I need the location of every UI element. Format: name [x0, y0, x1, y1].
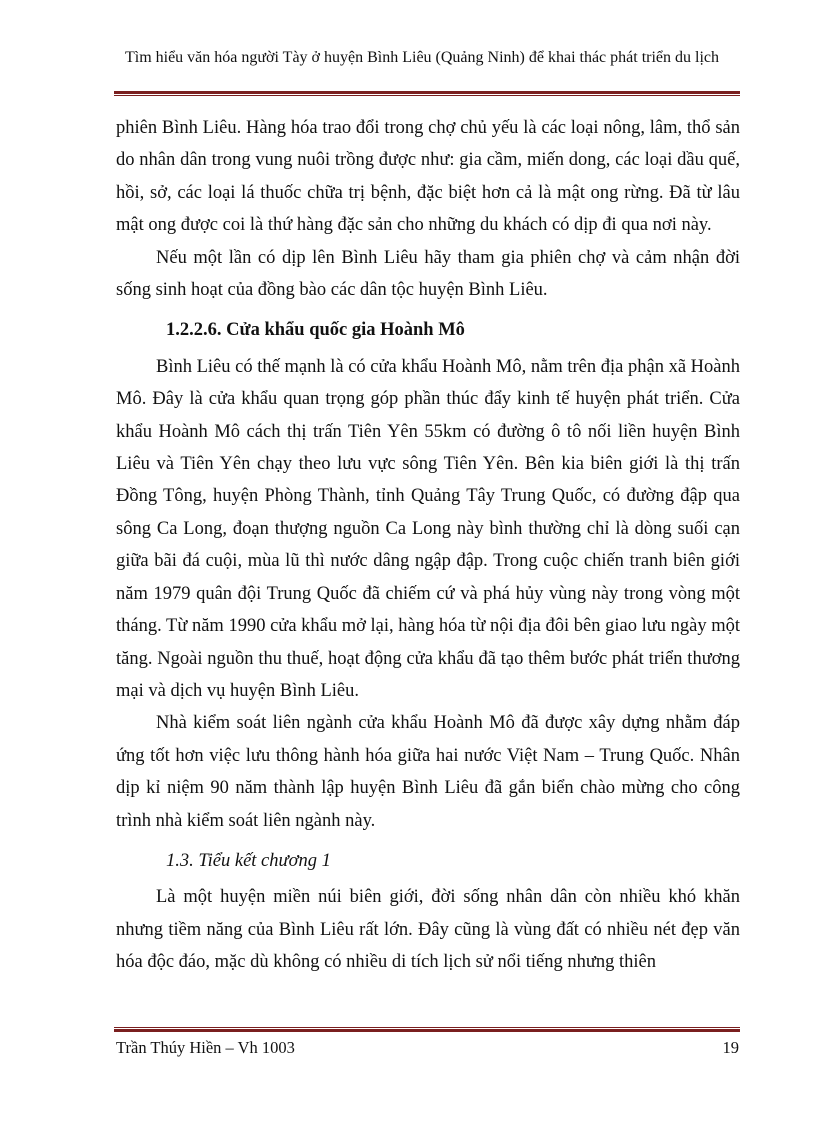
section-heading-1-3: 1.3. Tiểu kết chương 1: [166, 850, 331, 871]
footer-author: Trần Thúy Hiền – Vh 1003: [116, 1038, 295, 1057]
paragraph-1: phiên Bình Liêu. Hàng hóa trao đổi trong chợ chủ yếu là các loại nông, lâm, thổ sản do nhân dân trong vung nuôi trồng được như: gia cầm, miến dong, các loại dầu quế, hồi, sở, các loại lá thuốc chữa trị bệnh, đặc biệt hơn cả là mật ong rừng. Đã từ lâu mật ong được coi là thứ hàng đặc sản cho những du khách có dịp đi qua nơi này.: [116, 118, 740, 236]
footer-rule: [114, 1027, 740, 1032]
page-footer: [116, 1038, 739, 1058]
section-heading-1-2-2-6: 1.2.2.6. Cửa khẩu quốc gia Hoành Mô: [166, 320, 465, 341]
header-title: Tìm hiểu văn hóa người Tày ở huyện Bình Liêu (Quảng Ninh) để khai thác phát triển du lịch: [124, 49, 720, 66]
header-rule: [114, 91, 740, 96]
paragraph-4: Nhà kiểm soát liên ngành cửa khẩu Hoành Mô đã được xây dựng nhằm đáp ứng tốt hơn việc lưu thông hành hóa giữa hai nước Việt Nam – Trung Quốc. Nhân dịp kỉ niệm 90 năm thành lập huyện Bình Liêu đã gắn biển chào mừng cho công trình nhà kiểm soát liên ngành này.: [116, 713, 740, 831]
paragraph-5: Là một huyện miền núi biên giới, đời sống nhân dân còn nhiều khó khăn nhưng tiềm năng của Bình Liêu rất lớn. Đây cũng là vùng đất có nhiều nét đẹp văn hóa độc đáo, mặc dù không có nhiều di tích lịch sử nổi tiếng nhưng thiên: [116, 887, 740, 973]
page-number: 19: [722, 1038, 739, 1057]
page-header: [110, 48, 734, 68]
paragraph-2: Nếu một lần có dịp lên Bình Liêu hãy tham gia phiên chợ và cảm nhận đời sống sinh hoạt của đồng bào các dân tộc huyện Bình Liêu.: [116, 247, 740, 301]
page-body: [116, 112, 740, 979]
paragraph-3: Bình Liêu có thế mạnh là có cửa khẩu Hoành Mô, nằm trên địa phận xã Hoành Mô. Đây là cửa khẩu quan trọng góp phần thúc đẩy kinh tế huyện phát triển. Cửa khẩu Hoành Mô cách thị trấn Tiên Yên 55km có đường ô tô nối liền huyện Bình Liêu và Tiên Yên chạy theo lưu vực sông Tiên Yên. Bên kia biên giới là thị trấn Đồng Tông, huyện Phòng Thành, tỉnh Quảng Tây Trung Quốc, có đường đập qua sông Ca Long, đoạn thượng nguồn Ca Long này bình thường chỉ là dòng suối cạn giữa bãi đá cuội, mùa lũ thì nước dâng ngập đập. Trong cuộc chiến tranh biên giới năm 1979 quân đội Trung Quốc đã chiếm cứ và phá hủy vùng này trong vòng một tháng. Từ năm 1990 cửa khẩu mở lại, hàng hóa từ nội địa đôi bên giao lưu ngày một tăng. Ngoài nguồn thu thuế, hoạt động cửa khẩu đã tạo thêm bước phát triển thương mại và dịch vụ huyện Bình Liêu.: [116, 356, 740, 701]
